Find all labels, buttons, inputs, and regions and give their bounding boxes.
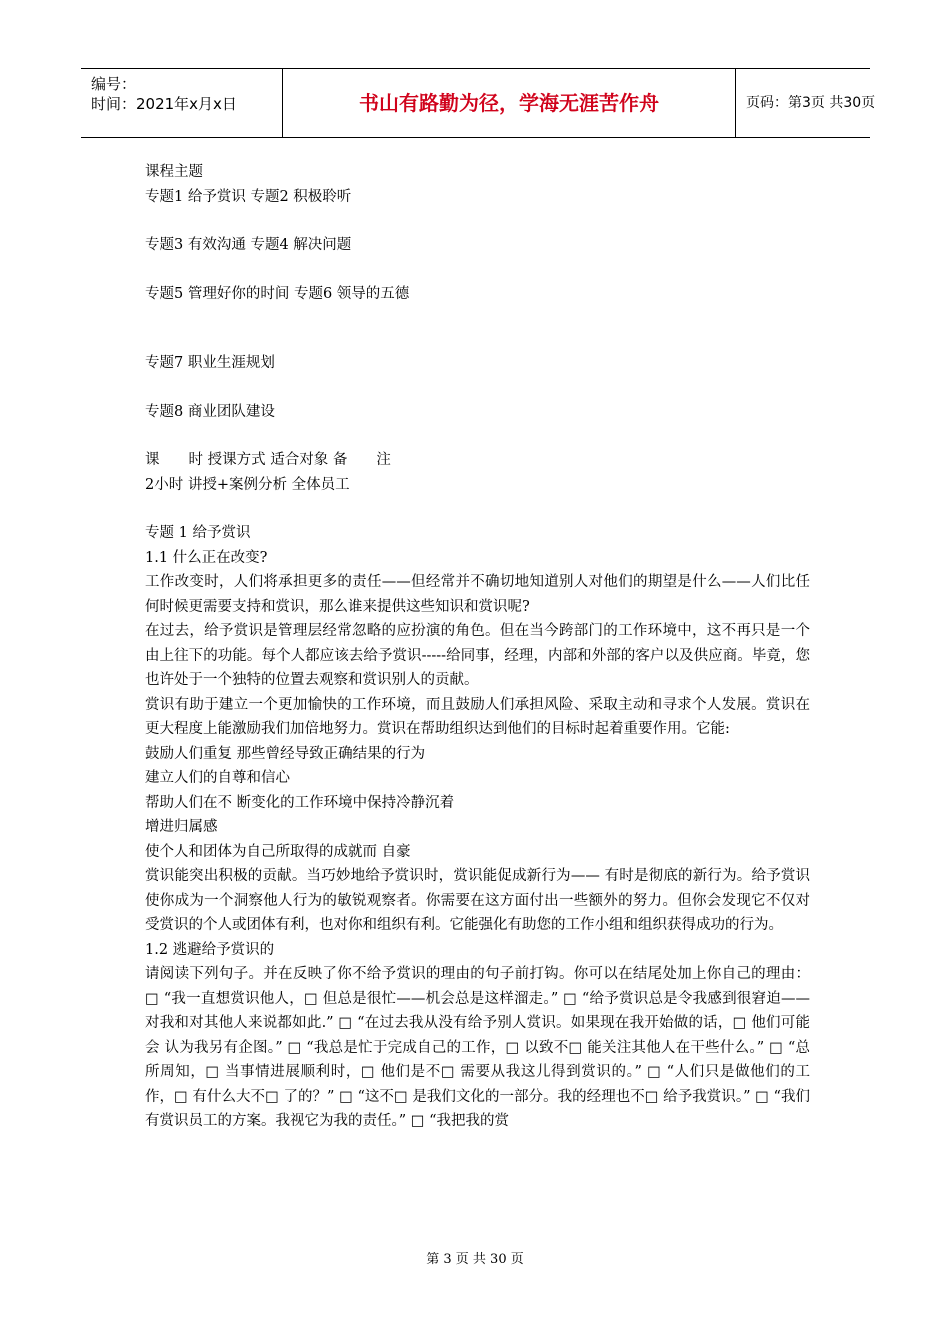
document-date: 时间：2021年x月x日 bbox=[91, 95, 237, 113]
document-body bbox=[145, 160, 810, 1134]
section-1-title: 专题 1 给予赏识 bbox=[145, 525, 251, 541]
bullet-1: 鼓励人们重复 那些曾经导致正确结果的行为 bbox=[145, 745, 426, 762]
document-number-label: 编号： bbox=[91, 75, 137, 93]
bullet-3: 帮助人们在不 断变化的工作环境中保持冷静沉着 bbox=[145, 794, 455, 811]
header-meta bbox=[81, 69, 282, 137]
schedule-table-row: 2小时 讲授+案例分析 全体员工 bbox=[145, 476, 350, 493]
paragraph-2: 在过去，给予赏识是管理层经常忽略的应扮演的角色。但在当今跨部门的工作环境中，这不再只是一个由上往下的功能。每个人都应该去给予赏识-----给同事，经理，内部和外部的客户以及供应商。毕竟，您也许处于一个独特的位置去观察和赏识别人的贡献。 bbox=[145, 623, 810, 688]
paragraph-4: 赏识能突出积极的贡献。当巧妙地给予赏识时，赏识能促成新行为—— 有时是彻底的新行为。给予赏识使你成为一个洞察他人行为的敏锐观察者。你需要在这方面付出一些额外的努力。但你会发现它不仅对受赏识的个人或团体有利，也对你和组织有利。它能强化有助您的工作小组和组织获得成功的行为。 bbox=[145, 868, 810, 933]
section-1-1-title: 1.1 什么正在改变? bbox=[145, 549, 268, 566]
bullet-2: 建立人们的自尊和信心 bbox=[145, 770, 290, 786]
topic-7: 专题7 职业生涯规划 bbox=[145, 355, 275, 371]
page-footer: 第 3 页 共 30 页 bbox=[426, 1252, 524, 1267]
header-motto: 书山有路勤为径，学海无涯苦作舟 bbox=[282, 69, 736, 137]
schedule-table-header: 课 时 授课方式 适合对象 备 注 bbox=[145, 452, 391, 468]
section-1-2-title: 1.2 逃避给予赏识的 bbox=[145, 941, 275, 958]
paragraph-3: 赏识有助于建立一个更加愉快的工作环境，而且鼓励人们承担风险、采取主动和寻求个人发展。赏识在更大程度上能激励我们加倍地努力。赏识在帮助组织达到他们的目标时起着重要作用。它能: bbox=[145, 696, 810, 737]
bullet-5: 使个人和团体为自己所取得的成就而 自豪 bbox=[145, 843, 411, 860]
header-page-info: 页码：第3页 共30页 bbox=[746, 95, 876, 111]
topics-row-3: 专题5 管理好你的时间 专题6 领导的五德 bbox=[145, 285, 410, 302]
bullet-4: 增进归属感 bbox=[145, 819, 218, 835]
course-title: 课程主题 bbox=[145, 164, 203, 180]
paragraph-5: 请阅读下列句子。并在反映了你不给予赏识的理由的句子前打钩。你可以在结尾处加上你自己的理由： □ “我一直想赏识他人，□ 但总是很忙——机会总是这样溜走。” □ “给予赏识总是令我感到很窘迫——对我和对其他人来说都如此.” □ “在过去我从没有给予别人赏识。如果现在我开始做的话，□ 他们可能会 认为我另有企图。” □ “我总是忙于完成自己的工作，□ 以致不□ 能关注其他人在干些什么。” □ “总所周知，□ 当事情进展顺利时，□ 他们是不□ 需要从我这儿得到赏识的。” □ “人们只是做他们的工作，□ 有什么大不□ 了的？” □ “这不□ 是我们文化的一部分。我的经理也不□ 给予我赏识。” □ “我们有赏识员工的方案。我视它为我的责任。” □ “我把我的赏 bbox=[145, 966, 810, 1129]
topics-row-2: 专题3 有效沟通 专题4 解决问题 bbox=[145, 237, 352, 253]
page-header bbox=[81, 68, 876, 138]
topics-row-1: 专题1 给予赏识 专题2 积极聆听 bbox=[145, 188, 352, 205]
topic-8: 专题8 商业团队建设 bbox=[145, 403, 275, 420]
paragraph-1: 工作改变时，人们将承担更多的责任——但经常并不确切地知道别人对他们的期望是什么——人们比任何时候更需要支持和赏识，那么谁来提供这些知识和赏识呢? bbox=[145, 574, 810, 615]
